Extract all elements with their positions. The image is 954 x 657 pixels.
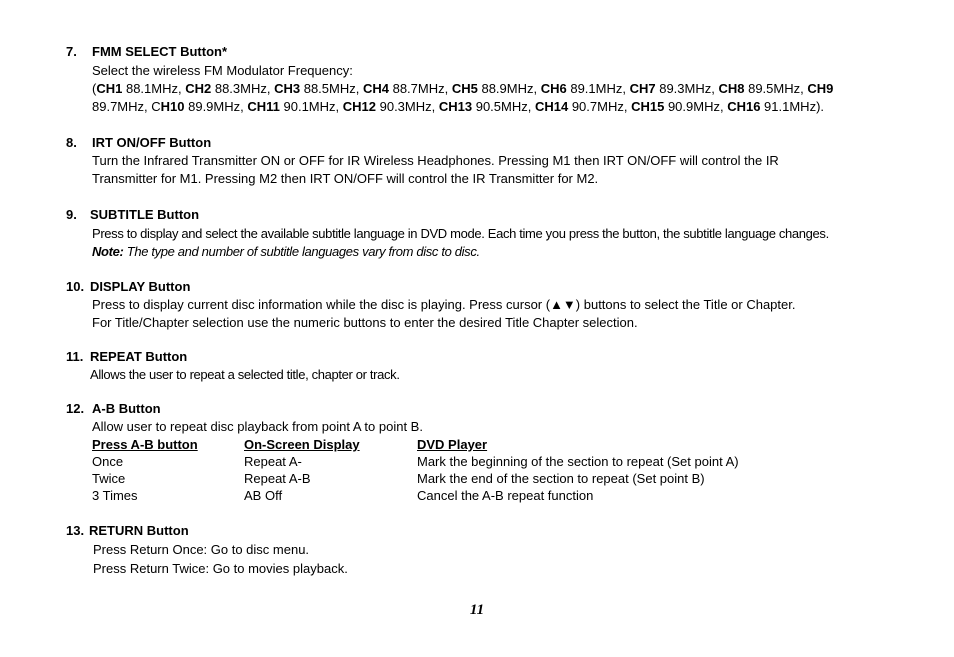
note-line	[66, 243, 926, 261]
body-text: Turn the Infrared Transmitter ON or OFF for IR Wireless Headphones. Pressing M1 then IRT ON/OFF will control the IR	[92, 153, 779, 168]
table-cell: AB Off	[244, 488, 283, 503]
channel-label: CH14	[534, 99, 569, 114]
body-text: Press Return Twice: Go to movies playback.	[93, 561, 348, 576]
section-number: 12.	[66, 401, 85, 416]
section-irt-onoff	[66, 135, 926, 188]
channel-label: CH4	[362, 81, 389, 96]
note-text: The type and number of subtitle languages vary from disc to disc.	[123, 244, 480, 259]
table-cell: Twice	[92, 471, 126, 486]
body-text: Allows the user to repeat a selected title, chapter or track.	[90, 367, 400, 382]
channel-frequency: 89.9MHz,	[184, 99, 248, 114]
channel-list-line-1: (CH1 88.1MHz, CH2 88.3MHz, CH3 88.5MHz, CH4 88.7MHz, CH5 88.9MHz, CH6 89.1MHz, CH7 89.3MHz, CH8 89.5MHz, CH9	[92, 81, 834, 96]
section-heading	[66, 44, 926, 60]
channel-frequency: 89.3MHz,	[655, 81, 719, 96]
channel-label: H10	[160, 99, 185, 114]
section-heading	[66, 207, 926, 223]
section-title: RETURN Button	[89, 523, 189, 538]
channel-label: CH13	[438, 99, 473, 114]
section-number: 10.	[66, 279, 85, 294]
channel-frequency: 89.7MHz, C	[92, 99, 161, 114]
section-title: REPEAT Button	[90, 349, 188, 364]
channel-label: CH15	[631, 99, 665, 114]
page-number: 11	[469, 602, 485, 618]
section-heading	[66, 401, 926, 417]
table-header-cell: On-Screen Display	[244, 437, 360, 452]
table-header-cell: Press A-B button	[92, 437, 198, 452]
section-title: DISPLAY Button	[90, 279, 191, 294]
table-row	[66, 470, 926, 487]
table-cell: Repeat A-	[244, 454, 302, 469]
channel-frequency: 89.1MHz,	[566, 81, 630, 96]
table-header-row	[66, 436, 926, 453]
body-text: Allow user to repeat disc playback from point A to point B.	[92, 419, 423, 434]
section-number: 8.	[66, 135, 77, 150]
table-cell: Repeat A-B	[244, 471, 311, 486]
section-ab	[66, 401, 926, 504]
channel-frequency: 91.1MHz).	[760, 99, 825, 114]
channel-label: CH5	[451, 81, 478, 96]
section-fmm-select	[66, 44, 926, 116]
section-heading	[66, 279, 926, 295]
section-title: FMM SELECT Button*	[92, 44, 228, 59]
section-display	[66, 279, 926, 332]
section-number: 11.	[66, 349, 84, 364]
section-title: A-B Button	[92, 401, 161, 416]
table-cell: Mark the beginning of the section to repeat (Set point A)	[417, 454, 739, 469]
section-heading	[66, 135, 926, 151]
table-cell: Mark the end of the section to repeat (Set point B)	[417, 471, 705, 486]
channel-label: CH1	[96, 81, 123, 96]
table-cell: 3 Times	[92, 488, 138, 503]
section-number: 9.	[66, 207, 77, 222]
channel-frequency: 90.3MHz,	[376, 99, 439, 114]
table-header-cell: DVD Player	[417, 437, 488, 452]
channel-label: CH6	[540, 81, 567, 96]
channel-frequency: 88.9MHz,	[477, 81, 541, 96]
section-heading	[66, 349, 926, 365]
section-return	[66, 523, 926, 578]
channel-label: CH3	[274, 81, 301, 96]
body-text: Transmitter for M1. Pressing M2 then IRT ON/OFF will control the IR Transmitter for M2.	[92, 171, 599, 186]
body-text: Press Return Once: Go to disc menu.	[93, 542, 310, 557]
channel-label: CH8	[718, 81, 745, 96]
channel-frequency: 90.9MHz,	[664, 99, 728, 114]
body-text: For Title/Chapter selection use the numeric buttons to enter the desired Title Chapter selection.	[92, 315, 638, 330]
channel-label: CH7	[629, 81, 656, 96]
channel-label: CH2	[185, 81, 212, 96]
section-number: 13.	[66, 523, 85, 538]
channel-frequency: 90.5MHz,	[472, 99, 535, 114]
section-number: 7.	[66, 44, 77, 59]
body-text: Press to display current disc information while the disc is playing. Press cursor (▲▼) buttons to select the Title or Chapter.	[92, 297, 796, 312]
section-heading	[66, 523, 926, 539]
section-subtitle	[66, 207, 926, 261]
channel-frequency: 89.5MHz,	[744, 81, 808, 96]
channel-label: CH12	[342, 99, 376, 114]
channel-frequency: 88.1MHz,	[122, 81, 186, 96]
section-title: SUBTITLE Button	[90, 207, 200, 222]
table-cell: Cancel the A-B repeat function	[417, 488, 594, 503]
channel-label: CH16	[727, 99, 761, 114]
channel-frequency: 88.3MHz,	[211, 81, 275, 96]
channel-frequency: 90.1MHz,	[279, 99, 343, 114]
channel-label: CH11	[247, 99, 280, 114]
channel-list-line-2	[66, 98, 926, 116]
table-cell: Once	[92, 454, 124, 469]
table-row	[66, 487, 926, 504]
channel-label: CH9	[807, 81, 834, 96]
channel-frequency: 90.7MHz,	[568, 99, 632, 114]
section-title: IRT ON/OFF Button	[92, 135, 212, 150]
channel-frequency: 88.5MHz,	[300, 81, 363, 96]
section-repeat	[66, 349, 926, 384]
body-text: Select the wireless FM Modulator Frequency:	[92, 63, 353, 78]
table-row	[66, 453, 926, 470]
channel-frequency: 88.7MHz,	[388, 81, 452, 96]
note-label: Note:	[92, 244, 124, 259]
body-text: Press to display and select the available subtitle language in DVD mode. Each time you press the button, the subtitle language changes.	[92, 226, 829, 241]
